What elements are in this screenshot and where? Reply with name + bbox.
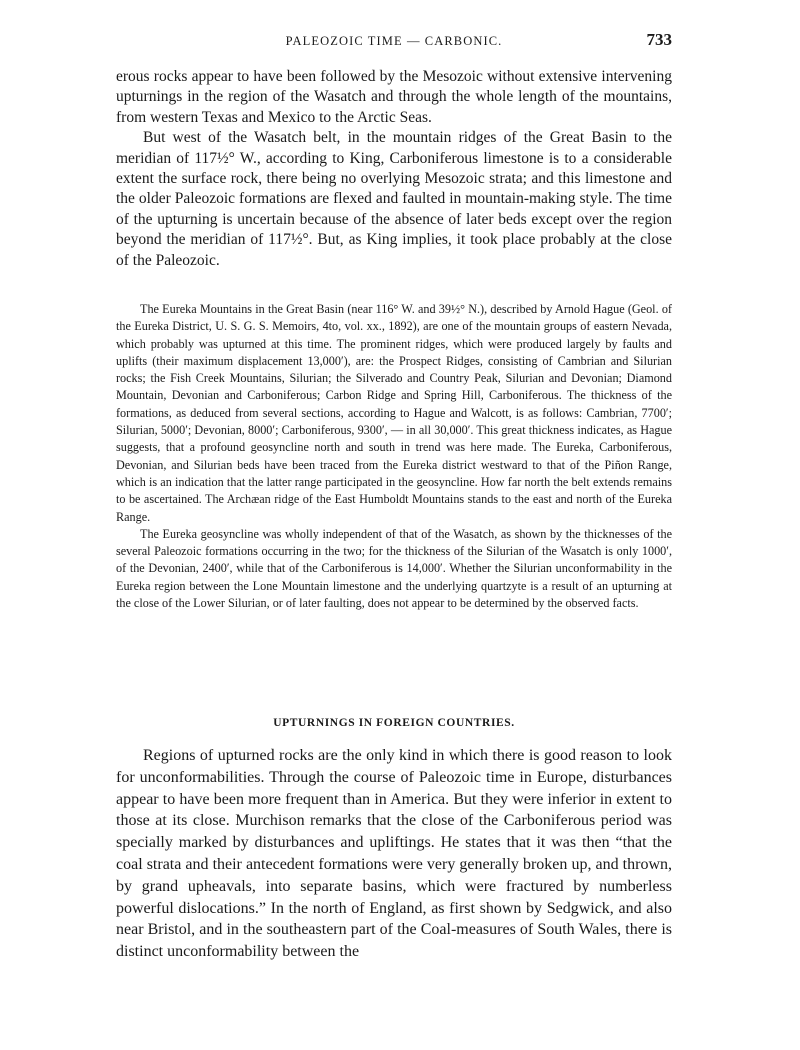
page-number: 733	[646, 30, 672, 49]
main-text-bottom	[116, 745, 672, 963]
main-text-top	[116, 67, 672, 271]
small-paragraph: The Eureka Mountains in the Great Basin (near 116° W. and 39½° N.), described by Arnold Hague (Geol. of the Eureka District, U. S. G. S. Memoirs, 4to, vol. xx., 1892), are one of the mountain groups of eastern Nevada, which probably was upturned at this time. The prominent ridges, which were produced largely by faults and uplifts (their maximum displacement 13,000′), are: the Prospect Ridges, consisting of Cambrian and Silurian rocks; the Fish Creek Mountains, Silurian; the Silverado and Country Peak, Silurian and Devonian; Diamond Mountain, Devonian and Carboniferous; Carbon Ridge and Spring Hill, Carboniferous. The thickness of the formations, as deduced from several sections, according to Hague and Walcott, is as follows: Cambrian, 7700′; Silurian, 5000′; Devonian, 8000′; Carboniferous, 9300′, — in all 30,000′. This great thickness indicates, as Hague suggests, that a profound geosyncline north and south in trend was here made. The Eureka, Carboniferous, Devonian, and Silurian beds have been traced from the Eureka district westward to that of the Piñon Range, which is an indication that the latter range participated in the geosyncline. How far north the belt extends remains to be ascertained. The Archæan ridge of the East Humboldt Mountains stands to the east and north of the Eureka Range.	[116, 302, 672, 524]
small-paragraph: The Eureka geosyncline was wholly independent of that of the Wasatch, as shown by the thicknesses of the several Paleozoic formations occurring in the two; for the thickness of the Silurian of the Wasatch is only 1000′, of the Devonian, 2400′, while that of the Carboniferous is 14,000′. Whether the Silurian unconformability in the Eureka region between the Lone Mountain limestone and the underlying quartzyte is a result of an upturning at the close of the Lower Silurian, or of later faulting, does not appear to be determined by the observed facts.	[116, 526, 672, 611]
running-head: PALEOZOIC TIME — CARBONIC.	[285, 34, 503, 48]
section-heading: UPTURNINGS IN FOREIGN COUNTRIES.	[273, 717, 515, 729]
small-print-note	[116, 301, 672, 612]
paragraph: But west of the Wasatch belt, in the mountain ridges of the Great Basin to the meridian of 117½° W., according to King, Carboniferous limestone is to a considerable extent the surface rock, there being no overlying Mesozoic strata; and this limestone and the older Paleozoic formations are flexed and faulted in mountain-making style. The time of the upturning is uncertain because of the absence of later beds except over the region beyond the meridian of 117½°. But, as King implies, it took place probably at the close of the Paleozoic.	[116, 129, 672, 269]
page-header	[116, 30, 672, 54]
paragraph-continued: erous rocks appear to have been followed by the Mesozoic without extensive intervening upturnings in the region of the Wasatch and through the whole length of the mountains, from western Texas and Mexico to the Arctic Seas.	[116, 68, 672, 126]
paragraph: Regions of upturned rocks are the only kind in which there is good reason to look for unconformabilities. Through the course of Paleozoic time in Europe, disturbances appear to have been more frequent than in America. But they were inferior in extent to those at its close. Murchison remarks that the close of the Carboniferous period was specially marked by disturbances and upliftings. He states that it was then “that the coal strata and their antecedent formations were very generally broken up, and thrown, by grand upheavals, into separate basins, which were fractured by numberless powerful dislocations.” In the north of England, as first shown by Sedgwick, and also near Bristol, and in the southeastern part of the Coal-measures of South Wales, there is distinct unconformability between the	[116, 747, 672, 961]
